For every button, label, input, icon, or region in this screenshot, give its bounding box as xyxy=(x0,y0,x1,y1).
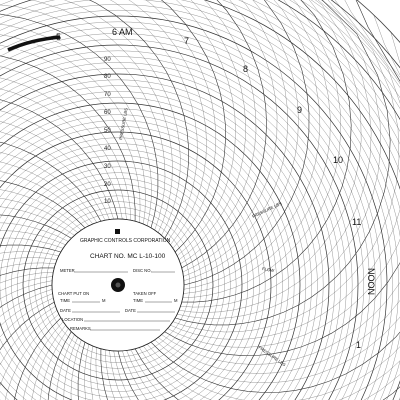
location-field-label: LOCATION xyxy=(62,317,84,322)
scale-value: 80 xyxy=(104,74,111,80)
grid-ring xyxy=(0,62,344,400)
time-arc xyxy=(0,4,165,230)
time-field-label: TIME xyxy=(133,298,144,303)
time-arc xyxy=(0,0,180,235)
time-arc xyxy=(168,0,400,347)
time-arc xyxy=(181,0,362,307)
disc-no-field-label: DISC NO. xyxy=(133,268,152,273)
scale-value: 90 xyxy=(104,57,111,63)
company-name: GRAPHIC CONTROLS CORPORATION xyxy=(80,238,171,244)
time-arc xyxy=(0,52,135,223)
time-arc xyxy=(0,62,131,246)
pressure-lbs-label: PRESSURE LBS xyxy=(257,344,287,368)
date-field-label: DATE xyxy=(60,308,71,313)
scale-value: 20 xyxy=(104,182,111,188)
scale-value: 60 xyxy=(104,110,111,116)
m-label: M xyxy=(102,298,106,303)
grid-ring xyxy=(0,39,364,400)
time-arc xyxy=(0,268,56,400)
scale-value: 50 xyxy=(104,128,111,134)
hour-label: 8 xyxy=(243,64,249,74)
chart-number: CHART NO. MC L-10-100 xyxy=(90,253,166,260)
pressure-lbs-label: PRESSURE LBS xyxy=(251,200,283,219)
taken-off-label: TAKEN OFF xyxy=(133,291,157,296)
time-arc xyxy=(0,0,173,233)
hour-label: 6 AM xyxy=(112,27,133,37)
center-spindle-pin xyxy=(116,283,121,288)
meter-field-label: METER xyxy=(60,268,75,273)
date-field-label: DATE xyxy=(125,308,136,313)
hour-label: 9 xyxy=(297,105,303,115)
hour-label: 7 xyxy=(184,36,190,46)
hour-label: NOON xyxy=(366,268,376,295)
chart-put-on-label: CHART PUT ON xyxy=(58,291,90,296)
pressure-lbs-label: PRESSURE LBS xyxy=(118,107,129,141)
m-label: M xyxy=(174,298,178,303)
time-arc xyxy=(0,258,57,400)
hour-label: 11 xyxy=(352,217,362,227)
remarks-field-label: REMARKS xyxy=(70,326,91,331)
scale-value: 30 xyxy=(104,164,111,170)
hour-label: 1 xyxy=(356,340,362,350)
scale-value: 10 xyxy=(104,199,111,205)
pressure-scale-top xyxy=(104,57,111,205)
time-field-label: TIME xyxy=(60,298,71,303)
company-logo xyxy=(115,229,120,234)
time-arc xyxy=(0,263,56,400)
time-arc xyxy=(0,0,226,252)
flow-label: FLOW xyxy=(261,266,275,274)
grid-ring xyxy=(0,4,399,400)
hour-label: 5 xyxy=(56,32,62,42)
scale-value: 40 xyxy=(104,146,111,152)
time-arc xyxy=(0,0,189,238)
scale-value: 70 xyxy=(104,92,111,98)
hour-label: 10 xyxy=(333,155,344,165)
